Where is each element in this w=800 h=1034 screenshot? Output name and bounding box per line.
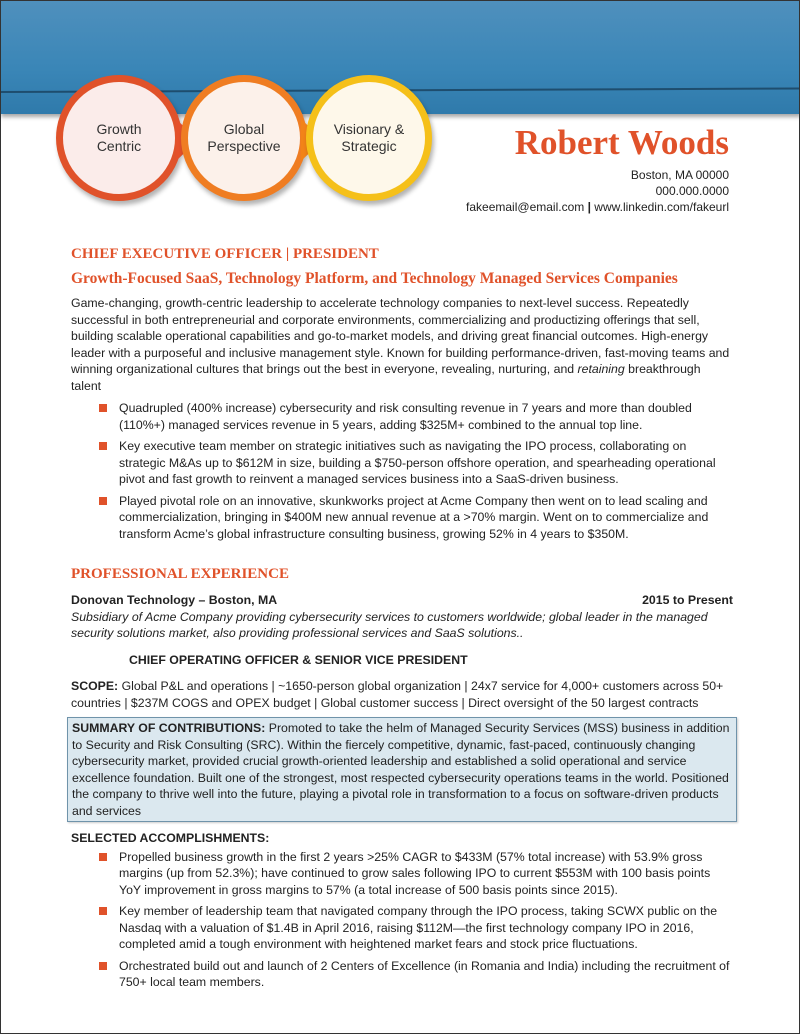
- contributions-box: [67, 717, 737, 822]
- scope-paragraph: [71, 678, 733, 711]
- job-title: CHIEF OPERATING OFFICER & SENIOR VICE PRESIDENT: [129, 652, 468, 667]
- candidate-name: Robert Woods: [514, 123, 729, 162]
- circle-label-line2: Centric: [96, 138, 142, 154]
- accomplishments-heading: SELECTED ACCOMPLISHMENTS:: [71, 831, 270, 845]
- location: Boston, MA 00000: [630, 168, 729, 182]
- bullet-text: Played pivotal role on an innovative, skunkworks project at Acme Company then went on to lead scaling and commercialization, bringing in $400M new annual revenue at a >70% margin. Went on to commercialize and transform Acme’s global infrastructure consulting business, growing 52% in 4 years to $350M.: [119, 493, 709, 541]
- circle-label-line2: Perspective: [207, 138, 281, 154]
- bullet-text: Quadrupled (400% increase) cybersecurity and risk consulting revenue in 7 years and more than doubled (110%+) managed services revenue in 5 years, adding $325M+ combined to the annual top line.: [119, 401, 692, 432]
- circle-label-line1: Growth: [96, 121, 142, 137]
- bullet-text: Propelled business growth in the first 2 years >25% CAGR to $433M (57% total increase) with 53.9% gross margins (up from 52.3%); have continued to grow sales following IPO to current $553M with 100 basis points YoY improvement in gross margins to 57% (a total increase of 500 basis points since 2015).: [119, 849, 711, 897]
- summary-text-end: breakthrough talent: [71, 362, 701, 393]
- circle-global-perspective: [181, 75, 307, 201]
- circle-visionary-strategic: [306, 75, 432, 201]
- separator: |: [584, 200, 595, 214]
- summary-italic-text: retaining: [577, 362, 625, 376]
- contributions-label: SUMMARY OF CONTRIBUTIONS:: [72, 721, 266, 735]
- list-item: [99, 493, 733, 543]
- circle-label-line1: Global: [223, 121, 265, 137]
- square-bullet-icon: [99, 404, 107, 412]
- contact-block: [466, 123, 729, 215]
- square-bullet-icon: [99, 442, 107, 450]
- list-item: [99, 849, 733, 899]
- email-link[interactable]: fakeemail@email.com: [466, 200, 585, 214]
- bullet-text: Key member of leadership team that navigated company through the IPO process, taking SCWX public on the Nasdaq with a valuation of $1.4B in April 2016, raising $112M—the first technology company IPO in 2016, completed amid a tough environment with heightened market fears and stock price fluctuations.: [119, 904, 718, 951]
- headline-title: CHIEF EXECUTIVE OFFICER | PRESIDENT: [71, 246, 379, 262]
- job-dates: 2015 to Present: [642, 593, 733, 607]
- resume-content: [71, 244, 733, 996]
- company-location: Donovan Technology – Boston, MA: [71, 593, 278, 607]
- bullet-text: Key executive team member on strategic initiatives such as navigating the IPO process, collaborating on strategic M&As up to $612M in size, building a $750-person offshore operation, and spearheading operational pivot and fast growth to reinvent a managed services business into a SaaS-driven business.: [119, 439, 716, 486]
- square-bullet-icon: [99, 907, 107, 915]
- job-header: [71, 592, 733, 609]
- square-bullet-icon: [99, 497, 107, 505]
- list-item: [99, 958, 733, 991]
- summary-bullets: [71, 400, 733, 542]
- linkedin-link[interactable]: www.linkedin.com/fakeurl: [594, 200, 729, 214]
- summary-paragraph: [71, 295, 733, 394]
- accomplishment-bullets: [71, 849, 733, 991]
- square-bullet-icon: [99, 962, 107, 970]
- circle-growth-centric: [56, 75, 182, 201]
- bullet-text: Orchestrated build out and launch of 2 Centers of Excellence (in Romania and India) including the recruitment of 750+ local team members.: [119, 958, 730, 989]
- value-circles: [56, 75, 436, 205]
- contact-links: [466, 199, 729, 215]
- circle-label-line2: Strategic: [341, 138, 397, 154]
- scope-text: Global P&L and operations | ~1650-person global organization | 24x7 service for 4,000+ customers across 50+ countries | $237M COGS and OPEX budget | Global customer success | Direct oversight of the 50 largest contracts: [71, 679, 724, 710]
- list-item: [99, 438, 733, 488]
- contributions-text: Promoted to take the helm of Managed Security Services (MSS) business in addition to Security and Risk Consulting (SRC). Within the fiercely competitive, dynamic, fast-paced, continuously changing cybersecurity market, provided crucial growth-oriented leadership and established a solid operational and service excellence foundation. Built one of the strongest, most respected cybersecurity operations teams in the world. Positioned the company to thrive well into the future, playing a pivotal role in transformation to a focus on software-driven products and services: [72, 721, 730, 818]
- experience-heading: PROFESSIONAL EXPERIENCE: [71, 566, 289, 582]
- list-item: [99, 903, 733, 953]
- list-item: [99, 400, 733, 433]
- headline-subtitle: Growth-Focused SaaS, Technology Platform, and Technology Managed Services Companies: [71, 270, 678, 287]
- phone: 000.000.0000: [655, 184, 729, 198]
- square-bullet-icon: [99, 853, 107, 861]
- scope-label: SCOPE:: [71, 679, 119, 693]
- circle-label-line1: Visionary &: [333, 121, 405, 137]
- summary-text: Game-changing, growth-centric leadership to accelerate technology companies to next-level success. Repeatedly successful in both entrepreneurial and corporate environments, commercializing and productizing offerings that sell, building scalable operational capabilities and go-to-market models, and driving great financial outcomes. High-energy leader with a purposeful and inclusive management style. Known for building performance-driven, fast-moving teams and winning organizational cultures that brings out the best in everyone, revealing, nurturing, and: [71, 296, 730, 376]
- company-description: Subsidiary of Acme Company providing cybersecurity services to customers worldwide; global leader in the managed security solutions market, also providing professional services and SaaS solutions..: [71, 609, 708, 640]
